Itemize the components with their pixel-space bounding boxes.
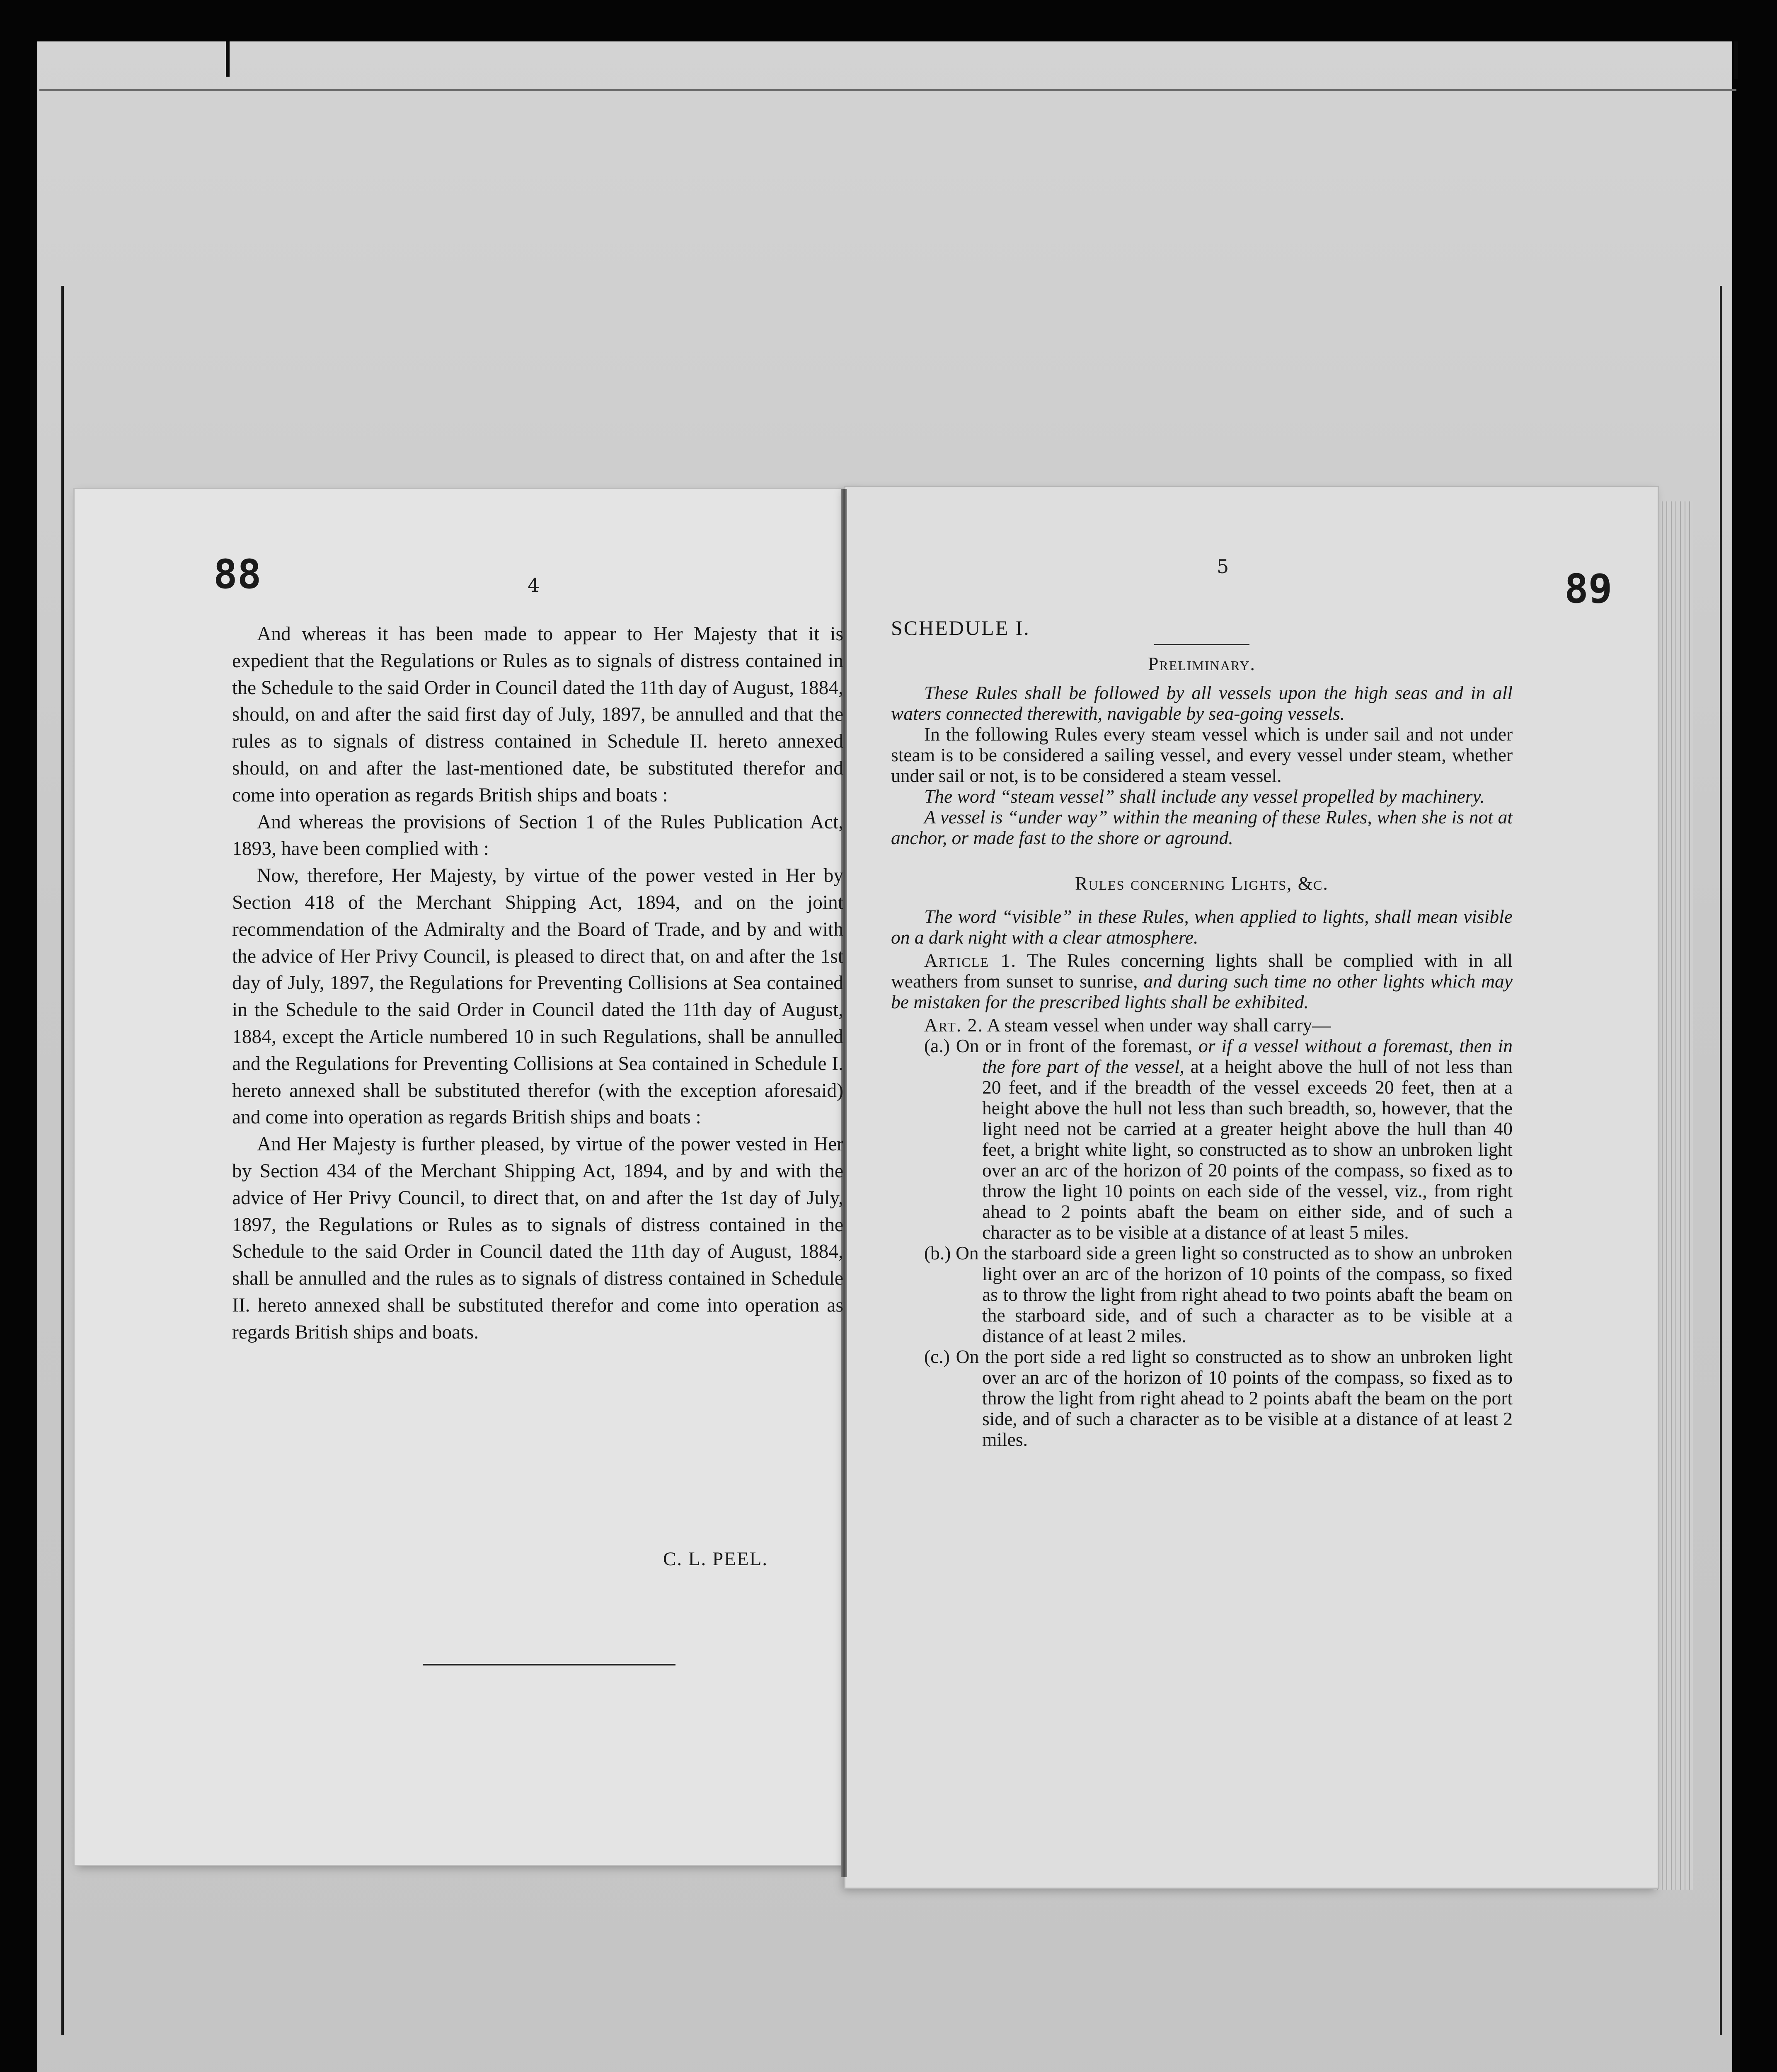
article-2-item-b — [924, 1243, 1513, 1346]
paragraph: Now, therefore, Her Majesty, by virtue of the power vested in Her by Section 418 of the Merchant Shipping Act, 1894, and on the joint recommendation of the Admiralty and the Board of Trade, and by and with the advice of Her Privy Council, is pleased to direct that, on and after the 1st day of July, 1897, the Regulations for Preventing Collisions at Sea contained in the Schedule to the said Order in Council dated the 11th day of August, 1884, except the Article numbered 10 in such Regulations, shall be annulled and the Regulations for Preventing Collisions at Sea contained in Schedule I. hereto annexed shall be substituted therefor (with the exception aforesaid) and come into operation as regards British ships and boats : — [232, 865, 843, 1128]
sailing-vessel-rule: In the following Rules every steam vessel which is under sail and not under steam is to be considered a sailing vessel, and every vessel under steam, whether under sail or not, is to be considered a steam vessel. — [891, 724, 1513, 786]
article-2-label: Art. 2. — [924, 1014, 983, 1036]
archive-stamp-right: 89 — [1564, 566, 1612, 612]
article-2-item-c — [924, 1346, 1513, 1450]
left-page-body — [232, 621, 843, 1346]
item-a-start: On or in front of the foremast, — [956, 1035, 1193, 1056]
title-rule — [1154, 644, 1249, 645]
page-number-right: 5 — [1217, 555, 1229, 578]
frame-top-line — [39, 89, 1736, 91]
lights-heading: Rules concerning Lights, &c. — [1075, 873, 1329, 894]
registration-tick — [226, 41, 230, 77]
paragraph: And whereas it has been made to appear to Her Majesty that it is expedient that the Regulations or Rules as to signals of distress contained in the Schedule to the said Order in Council dated the 11th day of August, 1884, should, on and after the said first day of July, 1897, be annulled and that the rules as to signals of distress contained in Schedule II. hereto annexed should, on and after the last-mentioned date, be substituted therefor and come into operation as regards British ships and boats : — [232, 623, 843, 806]
under-way-definition: A vessel is “under way” within the meaning of these Rules, when she is not at anchor, or made fast to the shore or aground. — [891, 806, 1513, 848]
paragraph: And Her Majesty is further pleased, by virtue of the power vested in Her by Section 434 of the Merchant Shipping Act, 1894, and by and with the advice of Her Privy Council, to direct that, on and after the 1st day of July, 1897, the Regulations or Rules as to signals of distress contained in the Schedule to the said Order in Council dated the 11th day of August, 1884, shall be annulled and the rules as to signals of distress contained in Schedule II. hereto annexed shall be substituted therefor and come into operation as regards British ships and boats. — [232, 1133, 843, 1343]
closing-rule — [423, 1664, 675, 1665]
article-2-text: A steam vessel when under way shall carry— — [987, 1014, 1331, 1036]
steam-vessel-definition: The word “steam vessel” shall include any vessel propelled by machinery. — [924, 786, 1485, 807]
signature-block: C. L. PEEL. — [663, 1548, 768, 1570]
preliminary-text: These Rules shall be followed by all vessels upon the high seas and in all waters connected therewith, navigable by sea-going vessels. — [891, 682, 1513, 724]
registration-tick — [1734, 41, 1738, 79]
frame-right-line — [1720, 286, 1722, 2035]
article-1-italic: and during such time no other lights which may be mistaken for the prescribed lights shall be exhibited. — [891, 971, 1513, 1012]
frame-left-line — [61, 286, 64, 2035]
page-number-left: 4 — [528, 574, 540, 596]
right-page-body — [891, 617, 1513, 1450]
item-a-rest: at a height above the hull of not less than 20 feet, and if the breadth of the vessel exceeds 20 feet, then at a height above the hull not less than such breadth, so, however, that the light need not be carried at a greater height above the hull than 40 feet, a bright white light, so constructed as to show an unbroken light over an arc of the horizon of 20 points of the compass, so fixed as to throw the light 10 points on each side of the vessel, viz., from right ahead to 2 points abaft the beam on either side, and of such a character as to be visible at a distance of at least 5 miles. — [982, 1056, 1513, 1243]
item-a-italic: or if a vessel without a foremast, then in the fore part of the vessel, — [982, 1035, 1513, 1077]
article-2 — [891, 1015, 1513, 1036]
preliminary-heading: Preliminary. — [1148, 653, 1256, 674]
item-b-text: On the starboard side a green light so constructed as to show an unbroken light over an arc of the horizon of 10 points of the compass, so fixed as to throw the light from right ahead to two points abaft the beam on the starboard side, and of such a character as to be visible at a distance of at least 2 miles. — [956, 1242, 1513, 1346]
archive-stamp-left: 88 — [213, 551, 261, 598]
article-1 — [891, 950, 1513, 1012]
article-1-text: The Rules concerning lights shall be complied with in all weathers from sunset to sunrise, — [891, 950, 1513, 992]
visible-definition: The word “visible” in these Rules, when applied to lights, shall mean visible on a dark night with a clear atmosphere. — [891, 906, 1513, 948]
item-c-label: (c.) — [924, 1346, 950, 1367]
article-2-item-a — [924, 1036, 1513, 1243]
item-c-text: On the port side a red light so constructed as to show an unbroken light over an arc of the horizon of 10 points of the compass, so fixed as to throw the light from right ahead to 2 points abaft the beam on the port side, and of such a character as to be visible at a distance of at least 2 miles. — [956, 1346, 1513, 1450]
item-a-label: (a.) — [924, 1035, 950, 1056]
article-1-label: Article 1. — [924, 950, 1017, 971]
item-b-label: (b.) — [924, 1242, 951, 1264]
paragraph: And whereas the provisions of Section 1 of the Rules Publication Act, 1893, have been complied with : — [232, 811, 843, 860]
schedule-title: SCHEDULE I. — [891, 616, 1030, 639]
page-fore-edge — [1654, 501, 1693, 1890]
